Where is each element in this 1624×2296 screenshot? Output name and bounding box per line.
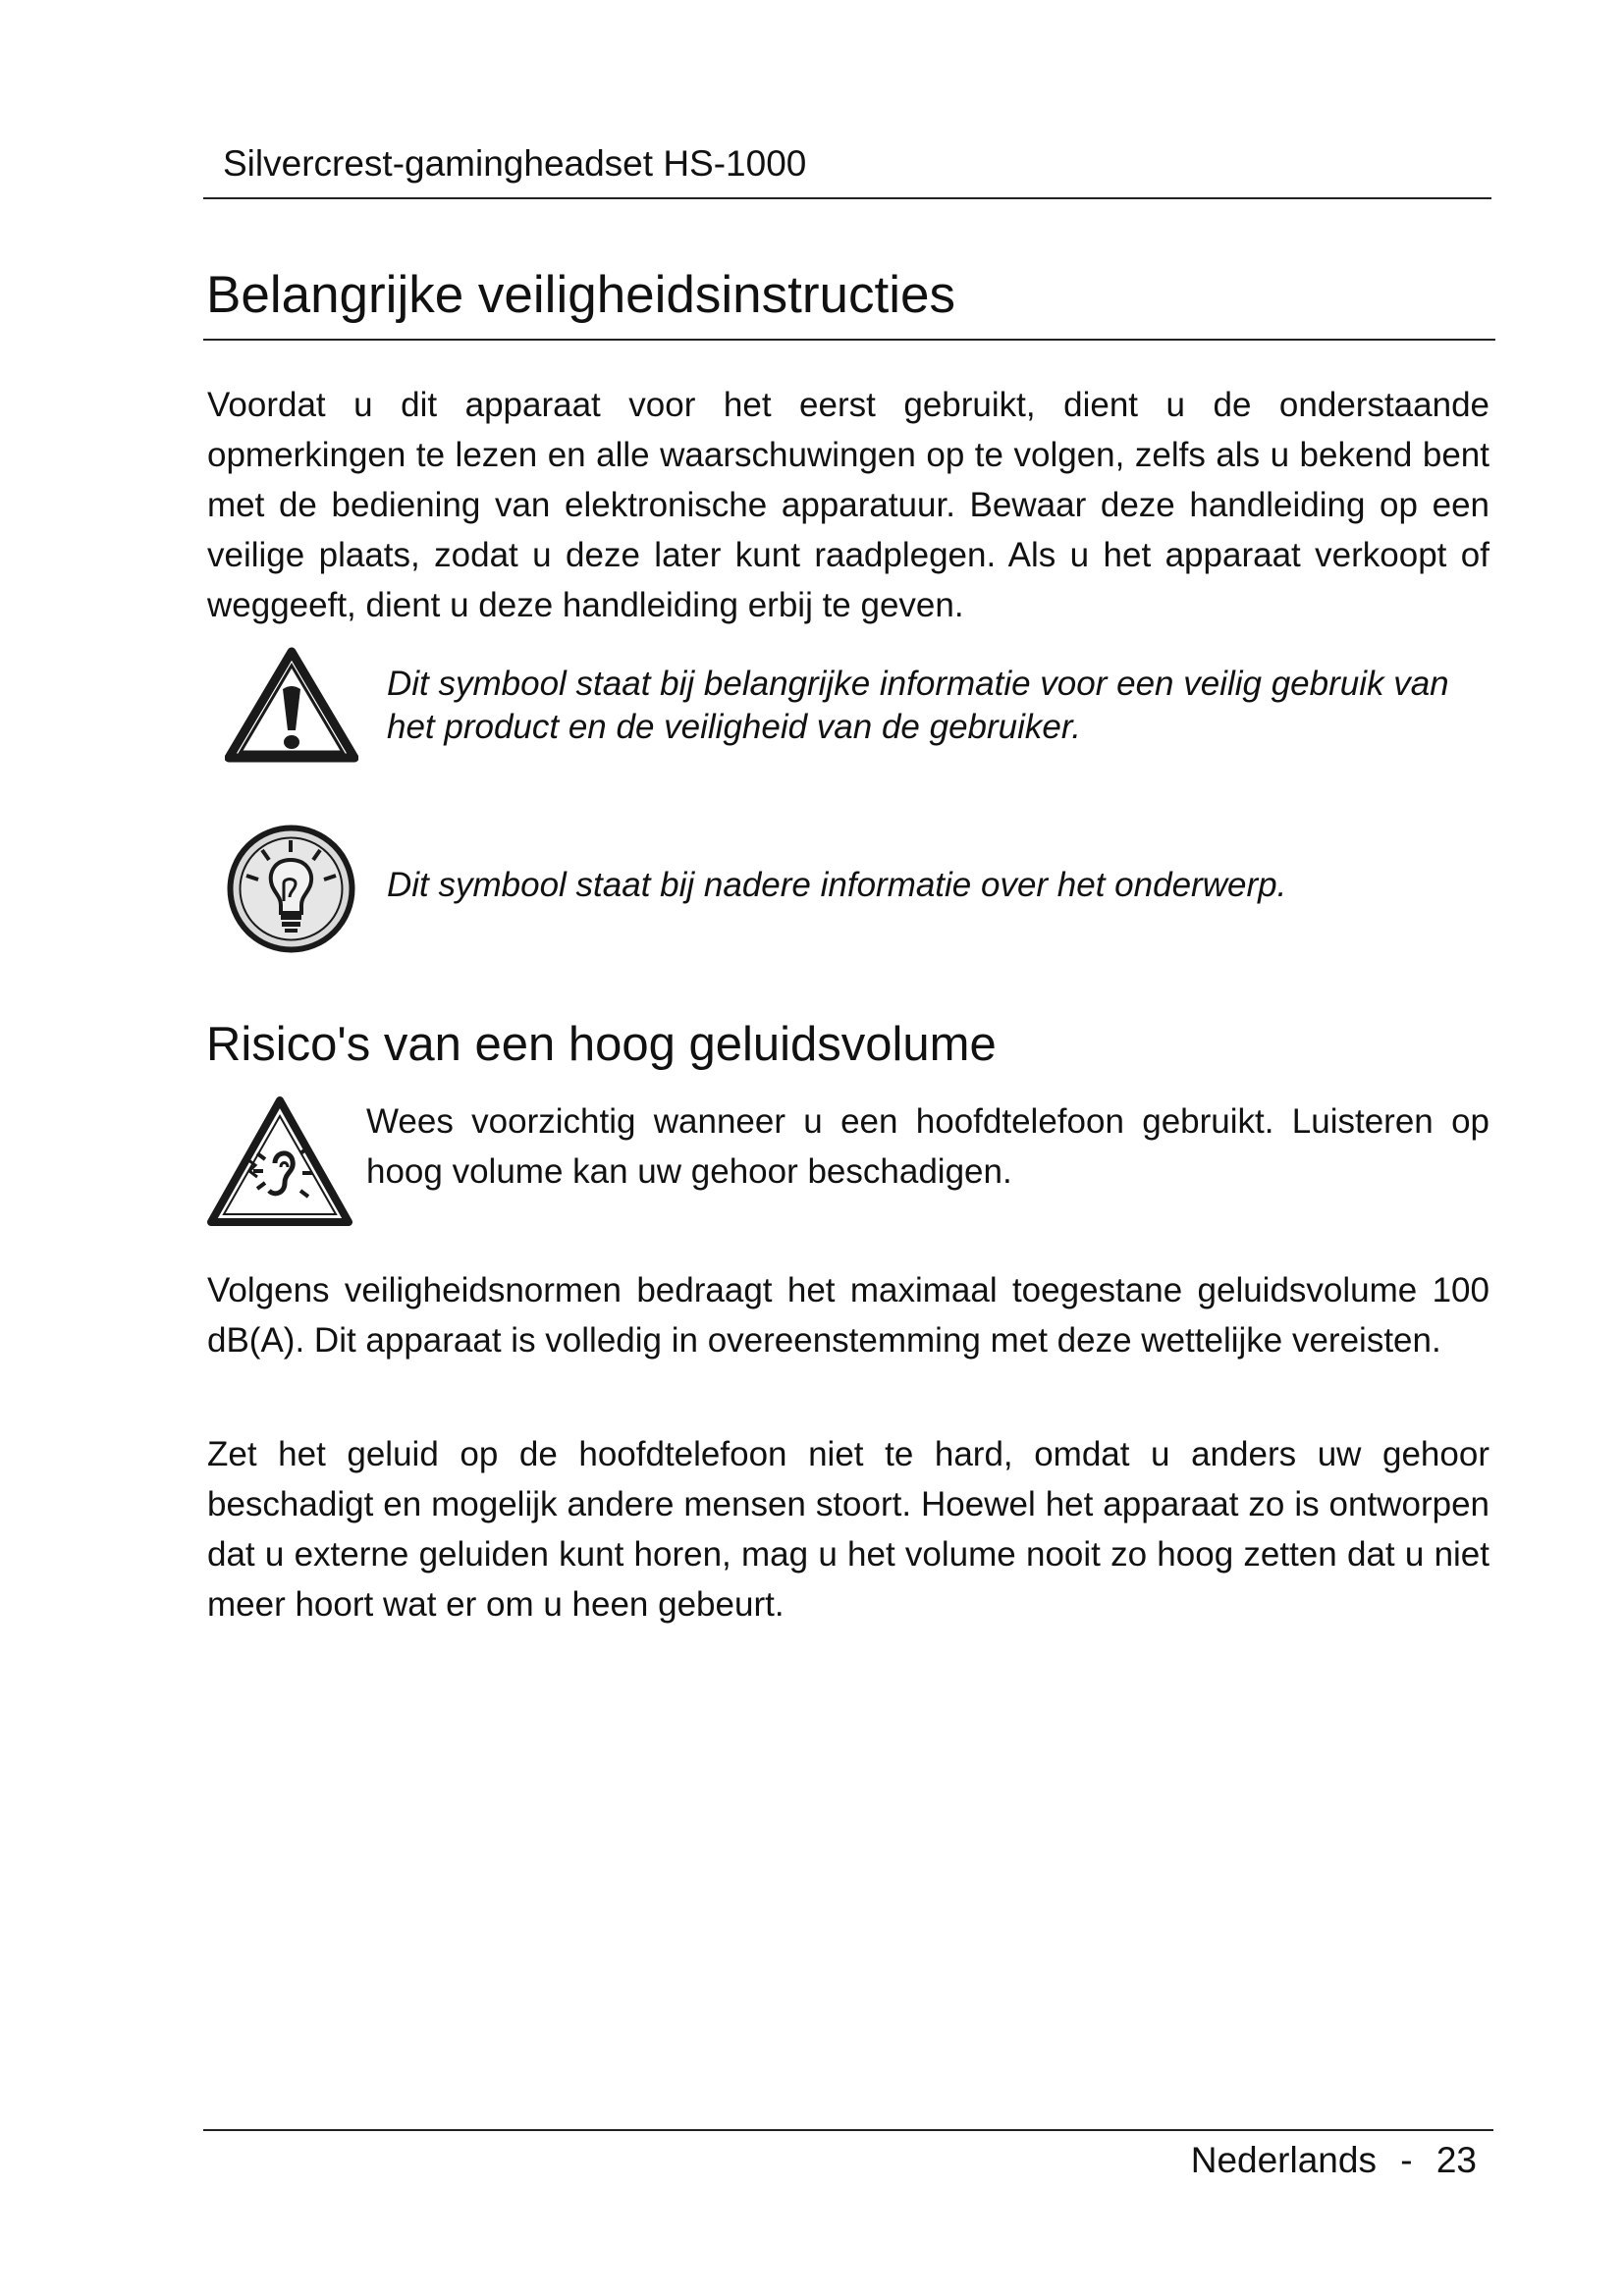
- hearing-warning-text: Wees voorzichtig wanneer u een hoofdtelefoon gebruikt. Luisteren op hoog volume kan uw gehoor beschadigen.: [366, 1102, 1489, 1191]
- footer-language: Nederlands: [1190, 2140, 1377, 2180]
- intro-paragraph: Voordat u dit apparaat voor het eerst gebruikt, dient u de onderstaande opmerkingen te lezen en alle waarschuwingen op te volgen, zelfs als u bekend bent met de bediening van elektronische apparatuur. Bewaar deze handleiding op een veilige plaats, zodat u deze later kunt raadplegen. Als u het apparaat verkoopt of weggeeft, dient u deze handleiding erbij te geven.: [207, 386, 1489, 624]
- section-heading-volume: Risico's van een hoog geluidsvolume: [206, 1018, 997, 1071]
- heading-rule: [203, 339, 1495, 341]
- footer-rule: [203, 2129, 1493, 2131]
- page-footer: [1191, 2140, 1477, 2181]
- warning-triangle-icon: [225, 646, 358, 764]
- page-number: 23: [1435, 2140, 1477, 2180]
- volume-advice-paragraph: Zet het geluid op de hoofdtelefoon niet te hard, omdat u anders uw gehoor beschadigt en mogelijk andere mensen stoort. Hoewel het apparaat zo is ontworpen dat u externe geluiden kunt horen, mag u het volume nooit zo hoog zetten dat u niet meer hoort wat er om u heen gebeurt.: [207, 1435, 1489, 1624]
- footer-separator: -: [1400, 2140, 1413, 2180]
- info-symbol-note: Dit symbool staat bij nadere informatie over het onderwerp.: [387, 866, 1287, 904]
- hearing-warning-icon: [206, 1095, 353, 1228]
- header-rule: [203, 197, 1491, 199]
- lightbulb-info-icon: [225, 823, 357, 955]
- running-header: Silvercrest-gamingheadset HS-1000: [223, 143, 807, 184]
- warning-symbol-note: Dit symbool staat bij belangrijke informatie voor een veilig gebruik van het product en de veiligheid van de gebruiker.: [387, 665, 1449, 746]
- volume-norm-paragraph: Volgens veiligheidsnormen bedraagt het maximaal toegestane geluidsvolume 100 dB(A). Dit apparaat is volledig in overeenstemming met deze wettelijke vereisten.: [207, 1271, 1489, 1360]
- section-heading-safety: Belangrijke veiligheidsinstructies: [206, 266, 955, 324]
